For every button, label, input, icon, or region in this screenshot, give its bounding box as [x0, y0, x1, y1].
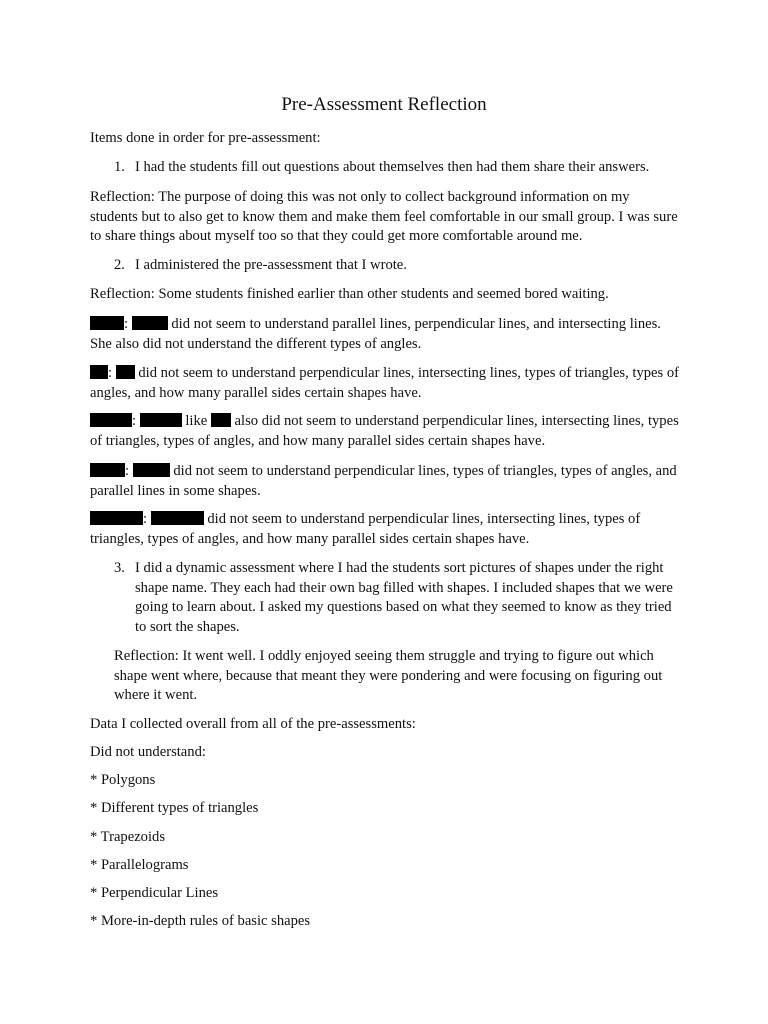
reflection-2: Reflection: Some students finished earlier than other students and seemed bored waiting. — [90, 286, 609, 302]
list-item-text: I administered the pre-assessment that I wrote. — [135, 257, 407, 273]
topic-item: * Trapezoids — [90, 829, 165, 845]
topic-item: * Perpendicular Lines — [90, 885, 219, 901]
note-text: did not seem to understand perpendicular lines, intersecting lines, types of triangles, types of angles, and how many parallel sides certain shapes have. — [90, 511, 641, 547]
redacted-name — [132, 316, 168, 330]
student-note-5 — [90, 510, 680, 549]
note-middle: like — [181, 413, 211, 429]
student-note-4 — [90, 462, 680, 501]
redacted-name — [90, 413, 132, 427]
note-separator: : — [125, 463, 130, 479]
page-title: Pre-Assessment Reflection — [281, 94, 487, 115]
note-separator: : — [124, 316, 129, 332]
note-separator: : — [132, 413, 137, 429]
redacted-name — [133, 463, 170, 477]
student-note-2 — [90, 364, 680, 403]
note-text: also did not seem to understand perpendicular lines, intersecting lines, types of triangles, types of angles, and how many parallel sides certain shapes have. — [90, 413, 679, 449]
redacted-name — [90, 365, 108, 379]
note-text: did not seem to understand perpendicular lines, types of triangles, types of angles, and parallel lines in some shapes. — [90, 463, 677, 499]
topic-item: * More-in-depth rules of basic shapes — [90, 913, 311, 929]
redacted-name — [90, 463, 125, 477]
list-item-text: I had the students fill out questions about themselves then had them share their answers. — [135, 159, 650, 175]
note-text: did not seem to understand parallel lines, perpendicular lines, and intersecting lines. She also did not understand the different types of angles. — [90, 316, 661, 352]
list-item-2 — [114, 256, 680, 276]
note-separator: : — [108, 365, 113, 381]
note-separator: : — [143, 511, 148, 527]
did-not-understand-heading: Did not understand: — [90, 744, 206, 760]
redacted-name — [90, 511, 143, 525]
intro-text: Items done in order for pre-assessment: — [90, 130, 321, 146]
list-item-3 — [114, 559, 680, 637]
list-number: 2. — [114, 257, 125, 273]
list-number: 3. — [114, 560, 125, 576]
topic-item: * Different types of triangles — [90, 800, 259, 816]
student-note-3 — [90, 412, 680, 451]
list-number: 1. — [114, 159, 125, 175]
list-item-text: I did a dynamic assessment where I had the students sort pictures of shapes under the right shape name. They each had their own bag filled with shapes. I included shapes that we were going to learn about. I asked my questions based on what they seemed to know as they tried to sort the shapes. — [135, 560, 673, 635]
redacted-name — [90, 316, 124, 330]
reflection-3: Reflection: It went well. I oddly enjoyed seeing them struggle and trying to figure out which shape went where, because that meant they were pondering and were focusing on figuring out where it went. — [114, 648, 663, 704]
reflection-1: Reflection: The purpose of doing this was not only to collect background information on my students but to also get to know them and make them feel comfortable in our small group. I was sure to share things about myself too so that they could get more comfortable around me. — [90, 189, 678, 245]
student-note-1 — [90, 315, 680, 354]
data-heading: Data I collected overall from all of the pre-assessments: — [90, 716, 416, 732]
topic-item: * Polygons — [90, 772, 156, 788]
topic-item: * Parallelograms — [90, 857, 189, 873]
redacted-name — [211, 413, 231, 427]
redacted-name — [116, 365, 135, 379]
list-item-1 — [114, 158, 680, 178]
note-text: did not seem to understand perpendicular lines, intersecting lines, types of triangles, types of angles, and how many parallel sides certain shapes have. — [90, 365, 680, 401]
redacted-name — [140, 413, 182, 427]
redacted-name — [151, 511, 204, 525]
